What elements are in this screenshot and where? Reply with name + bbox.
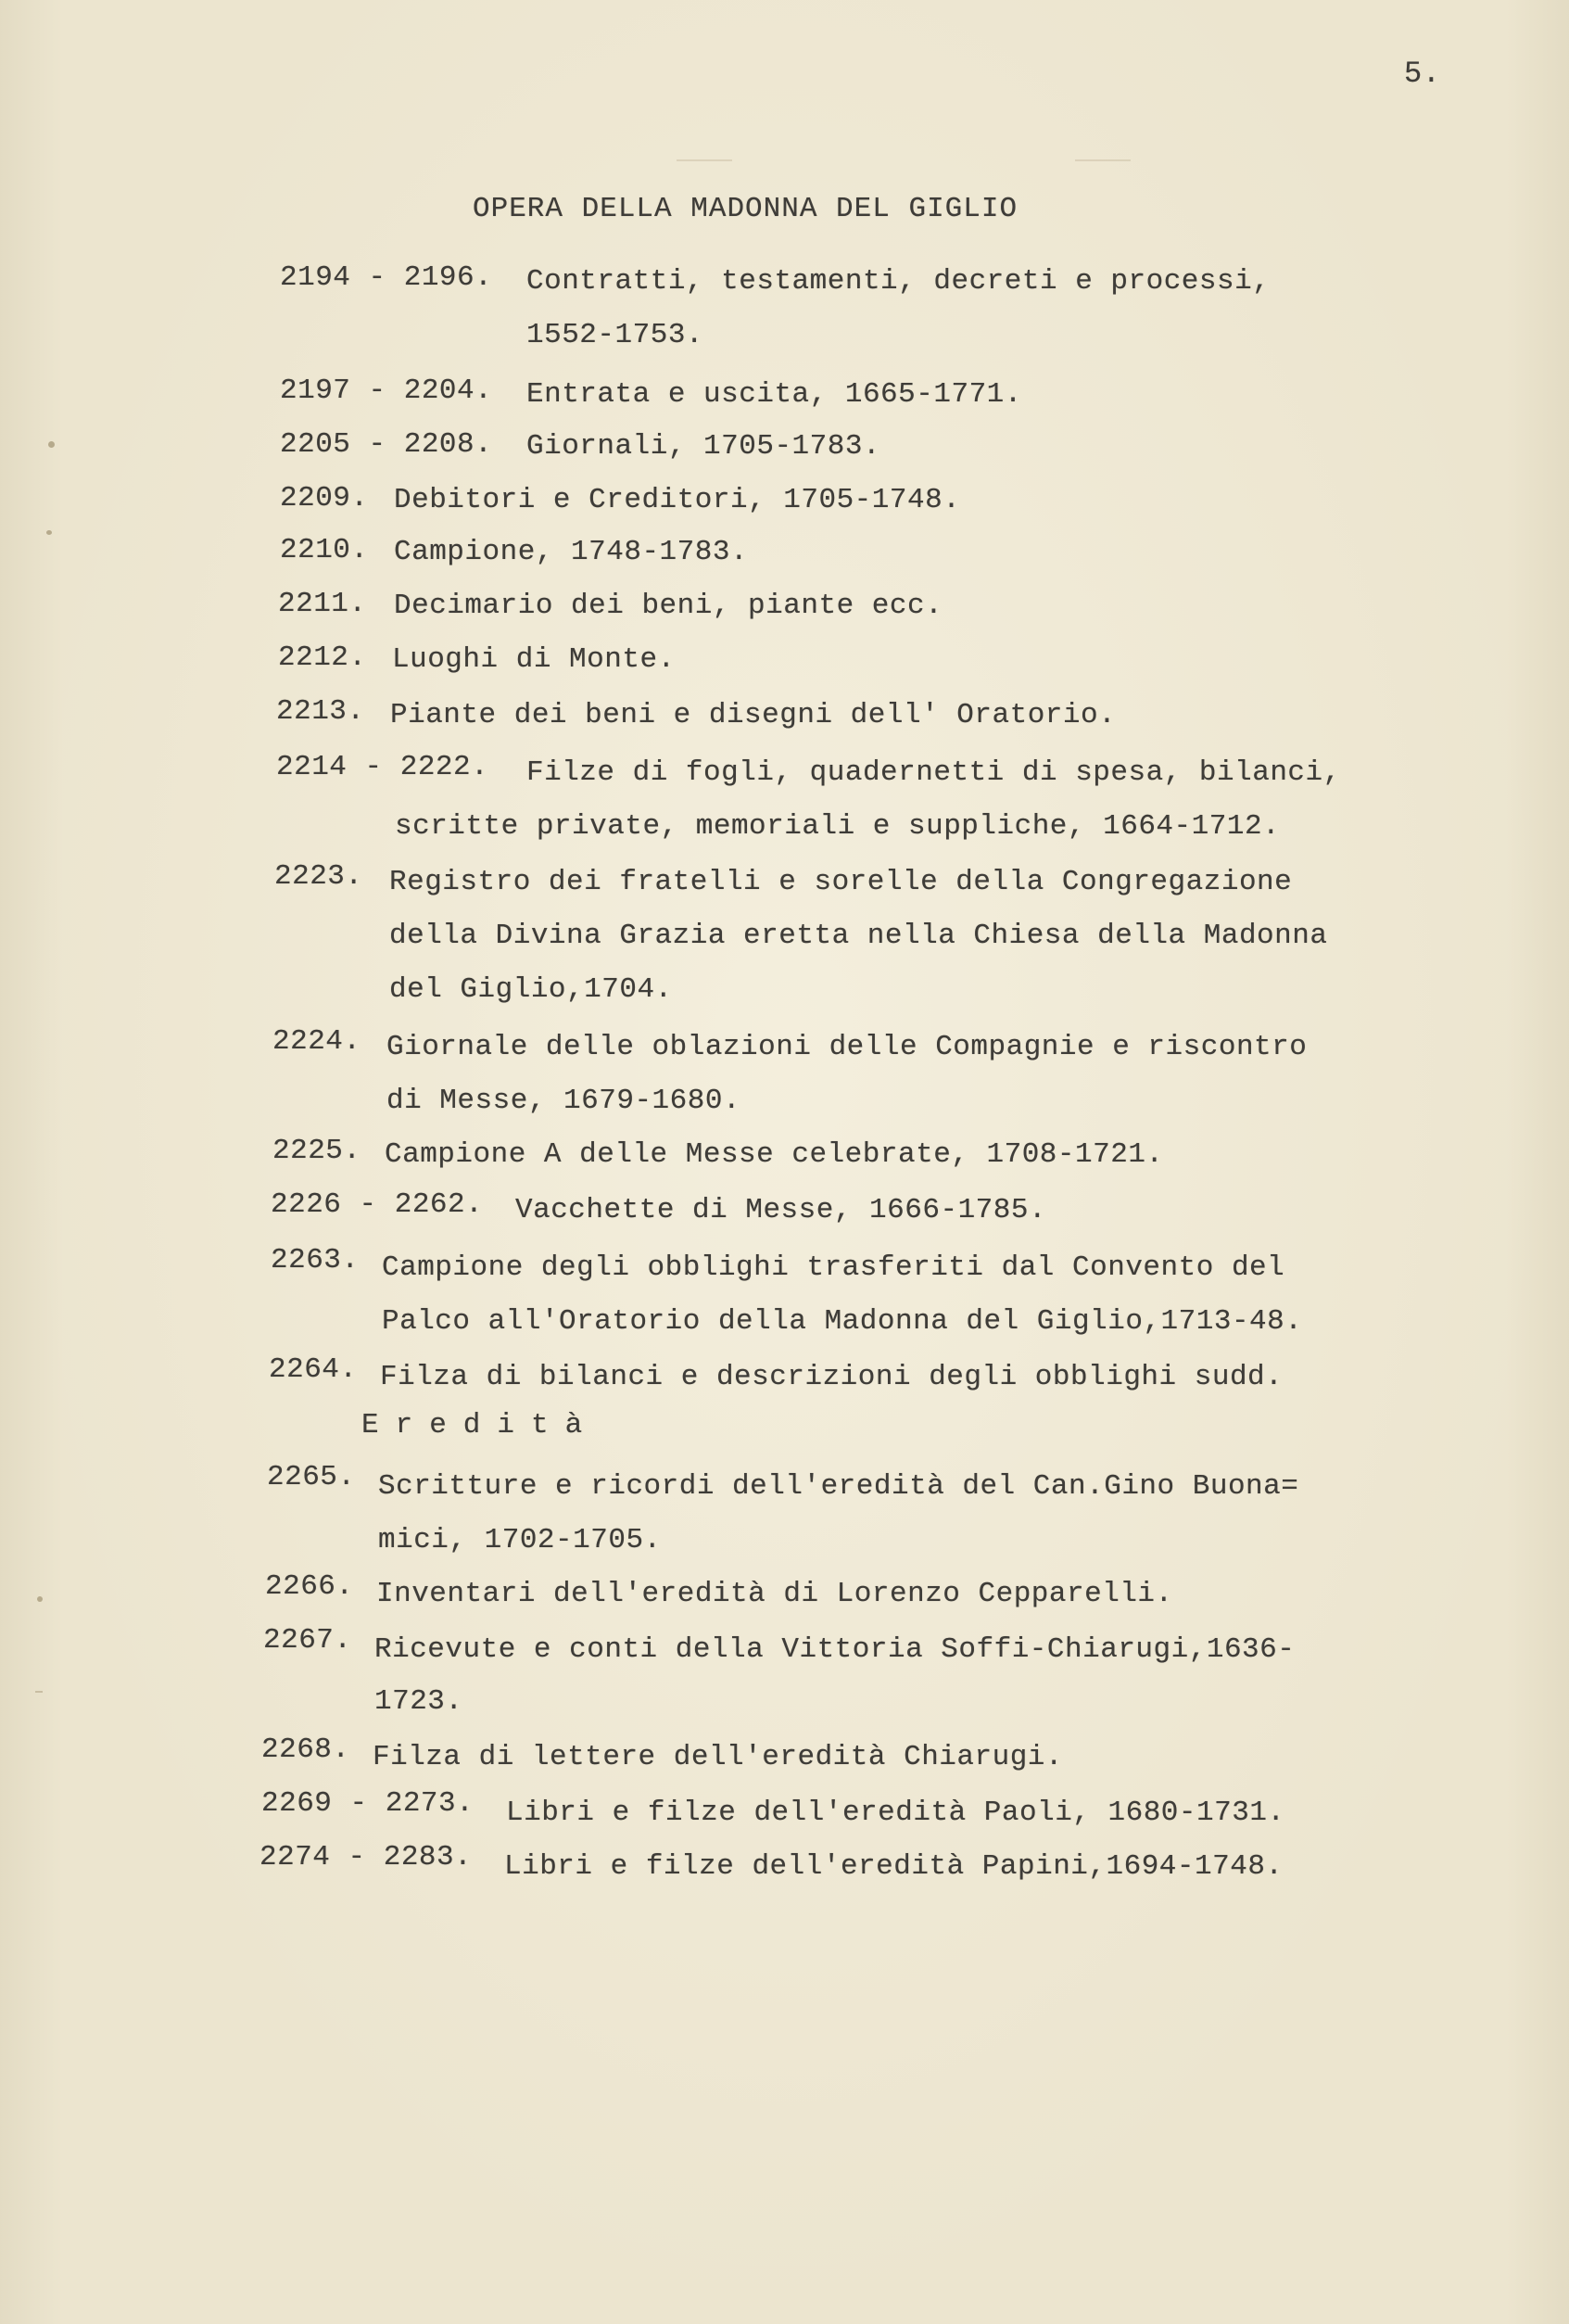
- entry-line: Piante dei beni e disegni dell' Oratorio.: [390, 699, 1117, 731]
- entry-line: Libri e filze dell'eredità Paoli, 1680-1731.: [506, 1797, 1285, 1829]
- entry-line: Vacchette di Messe, 1666-1785.: [515, 1194, 1047, 1226]
- section-heading: Eredità: [361, 1409, 600, 1441]
- entry-line: Campione A delle Messe celebrate, 1708-1721.: [385, 1138, 1164, 1171]
- entry-line: Decimario dei beni, piante ecc.: [394, 590, 943, 622]
- paper-dash: [677, 159, 732, 161]
- entry-number: 2197 - 2204.: [280, 375, 493, 407]
- entry-number: 2274 - 2283.: [259, 1841, 473, 1873]
- entry-line: Scritture e ricordi dell'eredità del Can.Gino Buona=: [378, 1470, 1299, 1503]
- entry-number: 2266.: [265, 1570, 354, 1603]
- entry-line: Filze di fogli, quadernetti di spesa, bilanci,: [526, 756, 1341, 789]
- entry-line: 1723.: [374, 1685, 463, 1718]
- entry-number: 2211.: [278, 588, 367, 620]
- page-title: OPERA DELLA MADONNA DEL GIGLIO: [473, 193, 1019, 225]
- paper-spot: [46, 530, 52, 535]
- paper-spot: [37, 1596, 43, 1602]
- entry-line: di Messe, 1679-1680.: [386, 1085, 741, 1117]
- entry-line: del Giglio,1704.: [389, 973, 673, 1006]
- entry-line: Campione degli obblighi trasferiti dal Convento del: [382, 1251, 1285, 1284]
- entry-line: Ricevute e conti della Vittoria Soffi-Chiarugi,1636-: [374, 1633, 1296, 1666]
- entry-number: 2269 - 2273.: [261, 1787, 474, 1820]
- entry-number: 2205 - 2208.: [280, 428, 493, 461]
- entry-number: 2225.: [272, 1135, 361, 1167]
- entry-number: 2209.: [280, 482, 369, 514]
- entry-number: 2210.: [280, 534, 369, 566]
- entry-number: 2267.: [263, 1624, 352, 1657]
- entry-line: della Divina Grazia eretta nella Chiesa della Madonna: [389, 920, 1328, 952]
- page-number: 5.: [1404, 57, 1441, 91]
- entry-number: 2264.: [269, 1353, 358, 1386]
- entry-line: Giornale delle oblazioni delle Compagnie e riscontro: [386, 1031, 1308, 1063]
- entry-line: Debitori e Creditori, 1705-1748.: [394, 484, 961, 516]
- entry-line: Filza di lettere dell'eredità Chiarugi.: [373, 1741, 1064, 1773]
- entry-line: Inventari dell'eredità di Lorenzo Cepparelli.: [376, 1578, 1173, 1610]
- entry-number: 2224.: [272, 1025, 361, 1058]
- entry-line: Campione, 1748-1783.: [394, 536, 749, 568]
- entry-number: 2226 - 2262.: [271, 1188, 484, 1221]
- entry-number: 2194 - 2196.: [280, 261, 493, 294]
- paper-dash: [35, 1691, 43, 1693]
- entry-line: Contratti, testamenti, decreti e processi,: [526, 265, 1271, 298]
- entry-number: 2214 - 2222.: [276, 751, 489, 783]
- entry-line: Palco all'Oratorio della Madonna del Giglio,1713-48.: [382, 1305, 1303, 1338]
- entry-line: 1552-1753.: [526, 319, 704, 351]
- entry-number: 2268.: [261, 1733, 350, 1766]
- entry-line: Entrata e uscita, 1665-1771.: [526, 378, 1022, 411]
- entry-line: Libri e filze dell'eredità Papini,1694-1748.: [504, 1850, 1284, 1883]
- entry-line: Registro dei fratelli e sorelle della Congregazione: [389, 866, 1293, 898]
- entry-number: 2263.: [271, 1244, 360, 1276]
- entry-line: mici, 1702-1705.: [378, 1524, 662, 1556]
- entry-number: 2213.: [276, 695, 365, 728]
- entry-number: 2223.: [274, 860, 363, 893]
- entry-line: scritte private, memoriali e suppliche, 1664-1712.: [395, 810, 1281, 843]
- entry-line: Filza di bilanci e descrizioni degli obblighi sudd.: [380, 1361, 1284, 1393]
- paper-dash: [1075, 159, 1131, 161]
- paper-spot: [48, 441, 55, 448]
- entry-line: Giornali, 1705-1783.: [526, 430, 881, 463]
- entry-number: 2212.: [278, 641, 367, 674]
- entry-number: 2265.: [267, 1461, 356, 1493]
- entry-line: Luoghi di Monte.: [392, 643, 676, 676]
